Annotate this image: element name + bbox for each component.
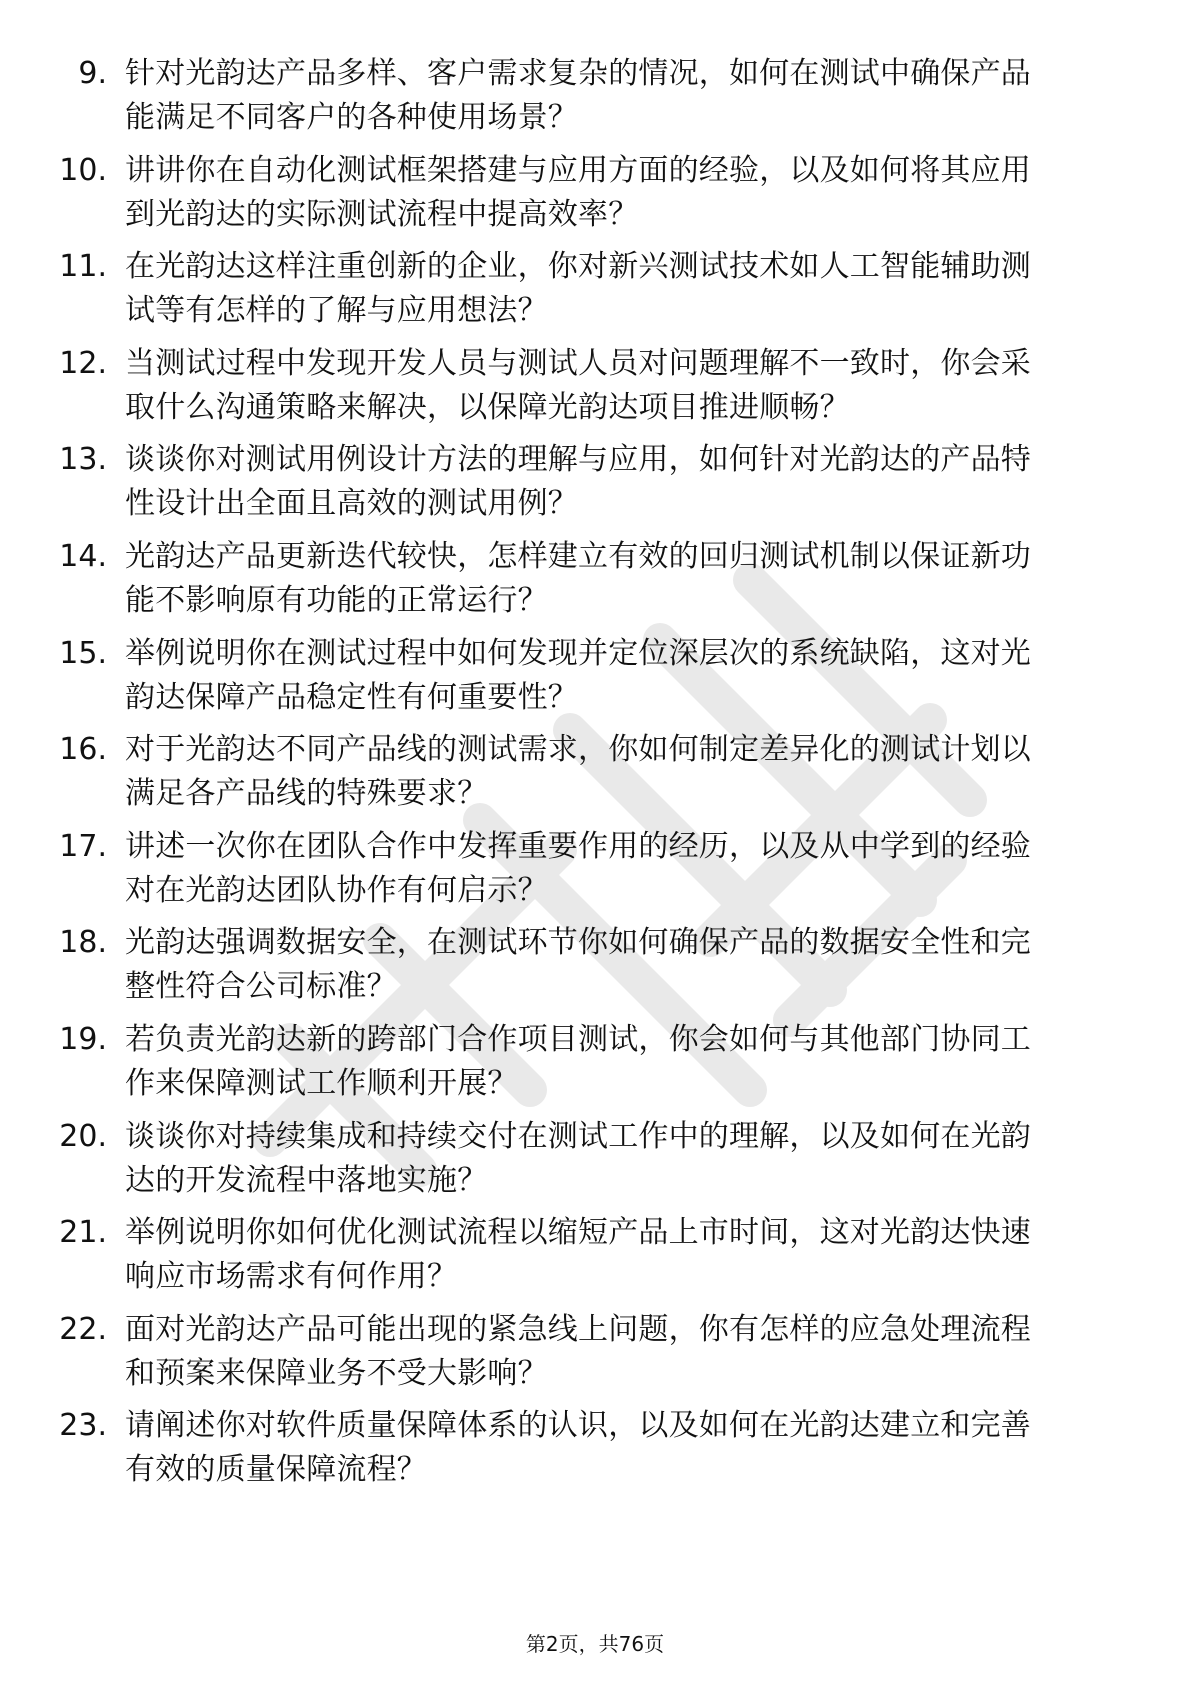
question-item <box>55 1018 1135 1115</box>
question-item <box>55 1115 1135 1212</box>
question-item <box>55 921 1135 1018</box>
question-item <box>55 342 1135 439</box>
question-number: 10. <box>59 152 107 188</box>
question-number: 16. <box>59 732 107 768</box>
question-text: 若负责光韵达新的跨部门合作项目测试，你会如何与其他部门协同工作来保障测试工作顺利开展？ <box>125 1021 1031 1101</box>
question-text: 举例说明你如何优化测试流程以缩短产品上市时间，这对光韵达快速响应市场需求有何作用？ <box>125 1215 1031 1295</box>
question-text: 当测试过程中发现开发人员与测试人员对问题理解不一致时，你会采取什么沟通策略来解决，以保障光韵达项目推进顺畅？ <box>125 345 1031 425</box>
page-footer: 第2页，共76页 <box>525 1632 665 1656</box>
question-number: 17. <box>59 828 107 864</box>
question-item <box>55 728 1135 825</box>
question-text: 讲讲你在自动化测试框架搭建与应用方面的经验，以及如何将其应用到光韵达的实际测试流程中提高效率？ <box>125 152 1031 232</box>
question-text: 请阐述你对软件质量保障体系的认识，以及如何在光韵达建立和完善有效的质量保障流程？ <box>125 1408 1031 1488</box>
question-number: 18. <box>59 925 107 961</box>
question-text: 谈谈你对测试用例设计方法的理解与应用，如何针对光韵达的产品特性设计出全面且高效的测试用例？ <box>125 442 1031 522</box>
question-text: 面对光韵达产品可能出现的紧急线上问题，你有怎样的应急处理流程和预案来保障业务不受大影响？ <box>125 1311 1031 1391</box>
question-number: 23. <box>59 1408 107 1444</box>
question-item <box>55 1308 1135 1405</box>
question-number: 11. <box>59 249 107 285</box>
question-number: 19. <box>59 1021 107 1057</box>
question-number: 13. <box>59 442 107 478</box>
question-item <box>55 632 1135 729</box>
question-item <box>55 52 1135 149</box>
question-text: 光韵达强调数据安全，在测试环节你如何确保产品的数据安全性和完整性符合公司标准？ <box>125 925 1031 1005</box>
question-number: 15. <box>59 635 107 671</box>
question-list <box>55 52 1135 1501</box>
question-item <box>55 825 1135 922</box>
question-number: 12. <box>59 345 107 381</box>
question-text: 谈谈你对持续集成和持续交付在测试工作中的理解，以及如何在光韵达的开发流程中落地实施？ <box>125 1118 1031 1198</box>
question-text: 举例说明你在测试过程中如何发现并定位深层次的系统缺陷，这对光韵达保障产品稳定性有何重要性？ <box>125 635 1031 715</box>
question-number: 14. <box>59 538 107 574</box>
question-text: 讲述一次你在团队合作中发挥重要作用的经历，以及从中学到的经验对在光韵达团队协作有何启示？ <box>125 828 1031 908</box>
question-item <box>55 438 1135 535</box>
question-item <box>55 1404 1135 1501</box>
question-item <box>55 1211 1135 1308</box>
question-item <box>55 149 1135 246</box>
question-text: 针对光韵达产品多样、客户需求复杂的情况，如何在测试中确保产品能满足不同客户的各种使用场景？ <box>125 56 1031 135</box>
question-text: 光韵达产品更新迭代较快，怎样建立有效的回归测试机制以保证新功能不影响原有功能的正常运行？ <box>125 538 1031 618</box>
question-number: 22. <box>59 1311 107 1347</box>
question-text: 在光韵达这样注重创新的企业，你对新兴测试技术如人工智能辅助测试等有怎样的了解与应用想法？ <box>125 249 1031 329</box>
question-item <box>55 535 1135 632</box>
question-number: 9. <box>78 56 107 91</box>
question-text: 对于光韵达不同产品线的测试需求，你如何制定差异化的测试计划以满足各产品线的特殊要求？ <box>125 732 1031 812</box>
question-number: 21. <box>59 1215 107 1251</box>
question-item <box>55 245 1135 342</box>
question-number: 20. <box>59 1118 107 1154</box>
